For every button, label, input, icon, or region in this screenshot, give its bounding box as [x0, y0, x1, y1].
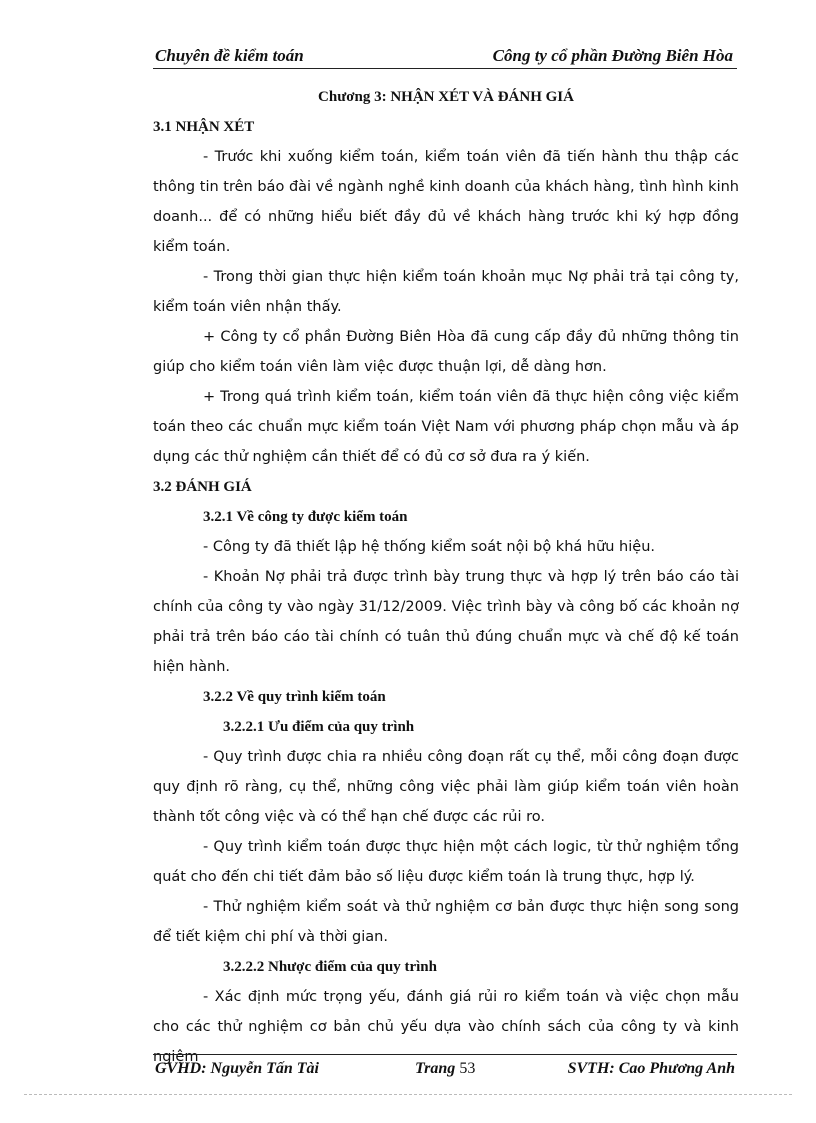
- page-bottom-divider: [24, 1094, 792, 1095]
- page-content: [153, 82, 739, 1072]
- paragraph: - Quy trình kiểm toán được thực hiện một cách logic, từ thử nghiệm tổng quát cho đến chi tiết đảm bảo số liệu được kiểm toán là trung thực, hợp lý.: [153, 839, 739, 885]
- paragraph: - Thử nghiệm kiểm soát và thử nghiệm cơ bản được thực hiện song song để tiết kiệm chi phí và thời gian.: [153, 899, 739, 945]
- paragraph: - Trong thời gian thực hiện kiểm toán khoản mục Nợ phải trả tại công ty, kiểm toán viên nhận thấy.: [153, 269, 739, 315]
- paragraph: - Khoản Nợ phải trả được trình bày trung thực và hợp lý trên báo cáo tài chính của công ty vào ngày 31/12/2009. Việc trình bày và công bố các khoản nợ phải trả trên báo cáo tài chính có tuân thủ đúng chuẩn mực và chế độ kế toán hiện hành.: [153, 569, 739, 675]
- page-footer: [153, 1054, 737, 1083]
- footer-student: SVTH: Cao Phương Anh: [567, 1060, 735, 1077]
- paragraph: - Quy trình được chia ra nhiều công đoạn rất cụ thể, mỗi công đoạn được quy định rõ ràng, cụ thể, những công việc phải làm giúp kiểm toán viên hoàn thành tốt công việc và có thể hạn chế được các rủi ro.: [153, 749, 739, 825]
- paragraph: + Công ty cổ phần Đường Biên Hòa đã cung cấp đầy đủ những thông tin giúp cho kiểm toán viên làm việc được thuận lợi, dễ dàng hơn.: [153, 329, 739, 375]
- header-document-type: Chuyên đề kiểm toán: [155, 46, 304, 65]
- paragraph: + Trong quá trình kiểm toán, kiểm toán viên đã thực hiện công việc kiểm toán theo các chuẩn mực kiểm toán Việt Nam với phương pháp chọn mẫu và áp dụng các thử nghiệm cần thiết để có đủ cơ sở đưa ra ý kiến.: [153, 389, 739, 465]
- paragraph: - Trước khi xuống kiểm toán, kiểm toán viên đã tiến hành thu thập các thông tin trên báo đài về ngành nghề kinh doanh của khách hàng, tình hình kinh doanh... để có những hiểu biết đầy đủ về khách hàng trước khi ký hợp đồng kiểm toán.: [153, 149, 739, 255]
- subsection-heading-3-2-2-1: 3.2.2.1 Ưu điểm của quy trình: [223, 719, 415, 735]
- paragraph: - Xác định mức trọng yếu, đánh giá rủi ro kiểm toán và việc chọn mẫu cho các thử nghiệm cơ bản chủ yếu dựa vào chính sách của công ty và kinh ngiệm: [153, 989, 739, 1065]
- paragraph: - Công ty đã thiết lập hệ thống kiểm soát nội bộ khá hữu hiệu.: [203, 539, 655, 555]
- subsection-heading-3-2-2-2: 3.2.2.2 Nhược điểm của quy trình: [223, 959, 437, 975]
- subsection-heading-3-2-1: 3.2.1 Về công ty được kiểm toán: [203, 509, 408, 525]
- page-header: [153, 44, 737, 69]
- chapter-title: Chương 3: NHẬN XÉT VÀ ĐÁNH GIÁ: [318, 89, 574, 105]
- subsection-heading-3-2-2: 3.2.2 Về quy trình kiểm toán: [203, 689, 386, 705]
- header-company-name: Công ty cổ phần Đường Biên Hòa: [492, 46, 733, 65]
- footer-page: [415, 1060, 475, 1078]
- section-heading-3-1: 3.1 NHẬN XÉT: [153, 119, 255, 135]
- section-heading-3-2: 3.2 ĐÁNH GIÁ: [153, 479, 252, 495]
- footer-page-label: Trang: [415, 1060, 456, 1077]
- footer-advisor: GVHD: Nguyễn Tấn Tài: [155, 1060, 319, 1077]
- footer-page-number: 53: [459, 1060, 476, 1077]
